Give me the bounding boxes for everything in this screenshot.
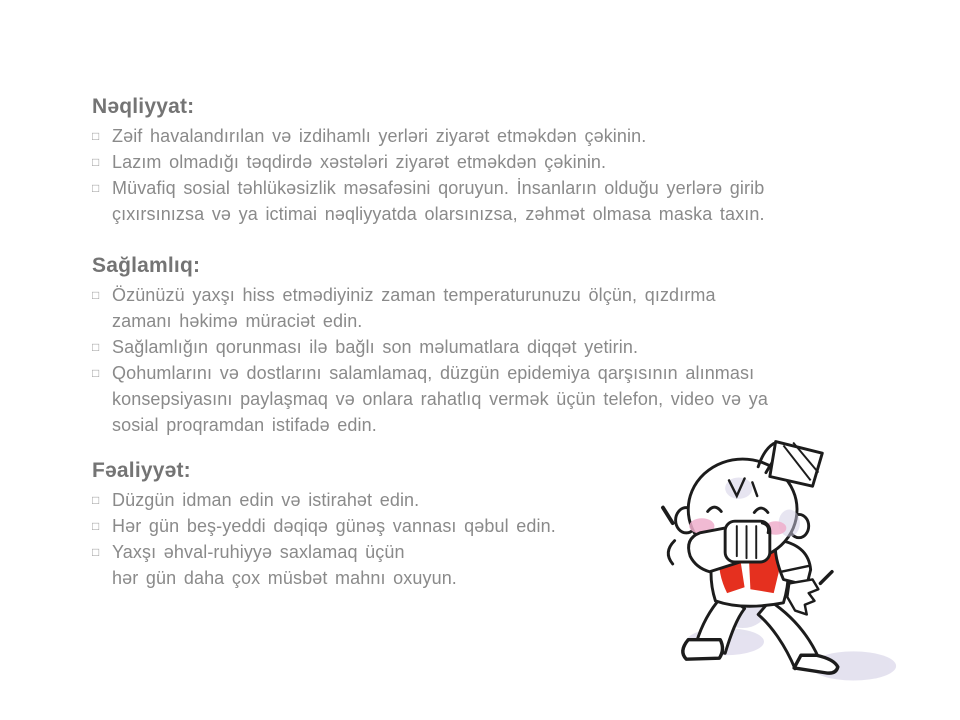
section-health — [92, 253, 902, 438]
list-item — [92, 282, 902, 334]
bullet-text: zamanı həkimə müraciət edin. — [112, 311, 363, 331]
bullet-text: Sağlamlığın qorunması ilə bağlı son məlumatlara diqqət yetirin. — [112, 337, 639, 357]
square-bullet-icon: □ — [92, 545, 100, 559]
square-bullet-icon: □ — [92, 181, 100, 195]
list-item — [92, 334, 902, 360]
bullet-text: Özünüzü yaxşı hiss etmədiyiniz zaman temperaturunuzu ölçün, qızdırma — [112, 285, 716, 305]
section-heading: Fəaliyyət: — [92, 459, 191, 482]
square-bullet-icon: □ — [92, 288, 100, 302]
bullet-text: Yaxşı əhval-ruhiyyə saxlamaq üçün — [112, 542, 405, 562]
bullet-text: Zəif havalandırılan və izdihamlı yerləri ziyarət etməkdən çəkinin. — [112, 126, 647, 146]
list-item — [92, 149, 902, 175]
square-bullet-icon: □ — [92, 493, 100, 507]
square-bullet-icon: □ — [92, 366, 100, 380]
section-heading: Nəqliyyat: — [92, 95, 195, 118]
kungfu-baby-drawing — [628, 422, 900, 702]
bullet-text: Hər gün beş-yeddi dəqiqə günəş vannası qəbul edin. — [112, 516, 556, 536]
list-item — [92, 175, 902, 227]
square-bullet-icon: □ — [92, 519, 100, 533]
kungfu-baby-illustration — [628, 422, 900, 702]
square-bullet-icon: □ — [92, 340, 100, 354]
bullet-text: çıxırsınızsa və ya ictimai nəqliyyatda olarsınızsa, zəhmət olmasa maska taxın. — [112, 204, 765, 224]
bullet-text: sosial proqramdan istifadə edin. — [112, 415, 377, 435]
square-bullet-icon: □ — [92, 129, 100, 143]
square-bullet-icon: □ — [92, 155, 100, 169]
bullet-text: hər gün daha çox müsbət mahnı oxuyun. — [112, 568, 457, 588]
section-heading: Sağlamlıq: — [92, 254, 201, 277]
bullet-text: konsepsiyasını paylaşmaq və onlara rahatlıq vermək üçün telefon, video və ya — [112, 389, 768, 409]
list-item — [92, 123, 902, 149]
bullet-text: Lazım olmadığı təqdirdə xəstələri ziyarət etməkdən çəkinin. — [112, 152, 607, 172]
bullet-text: Müvafiq sosial təhlükəsizlik məsafəsini qoruyun. İnsanların olduğu yerlərə girib — [112, 178, 765, 198]
section-transport — [92, 94, 902, 227]
bullet-text: Düzgün idman edin və istirahət edin. — [112, 490, 420, 510]
bullet-text: Qohumlarını və dostlarını salamlamaq, düzgün epidemiya qarşısının alınması — [112, 363, 755, 383]
